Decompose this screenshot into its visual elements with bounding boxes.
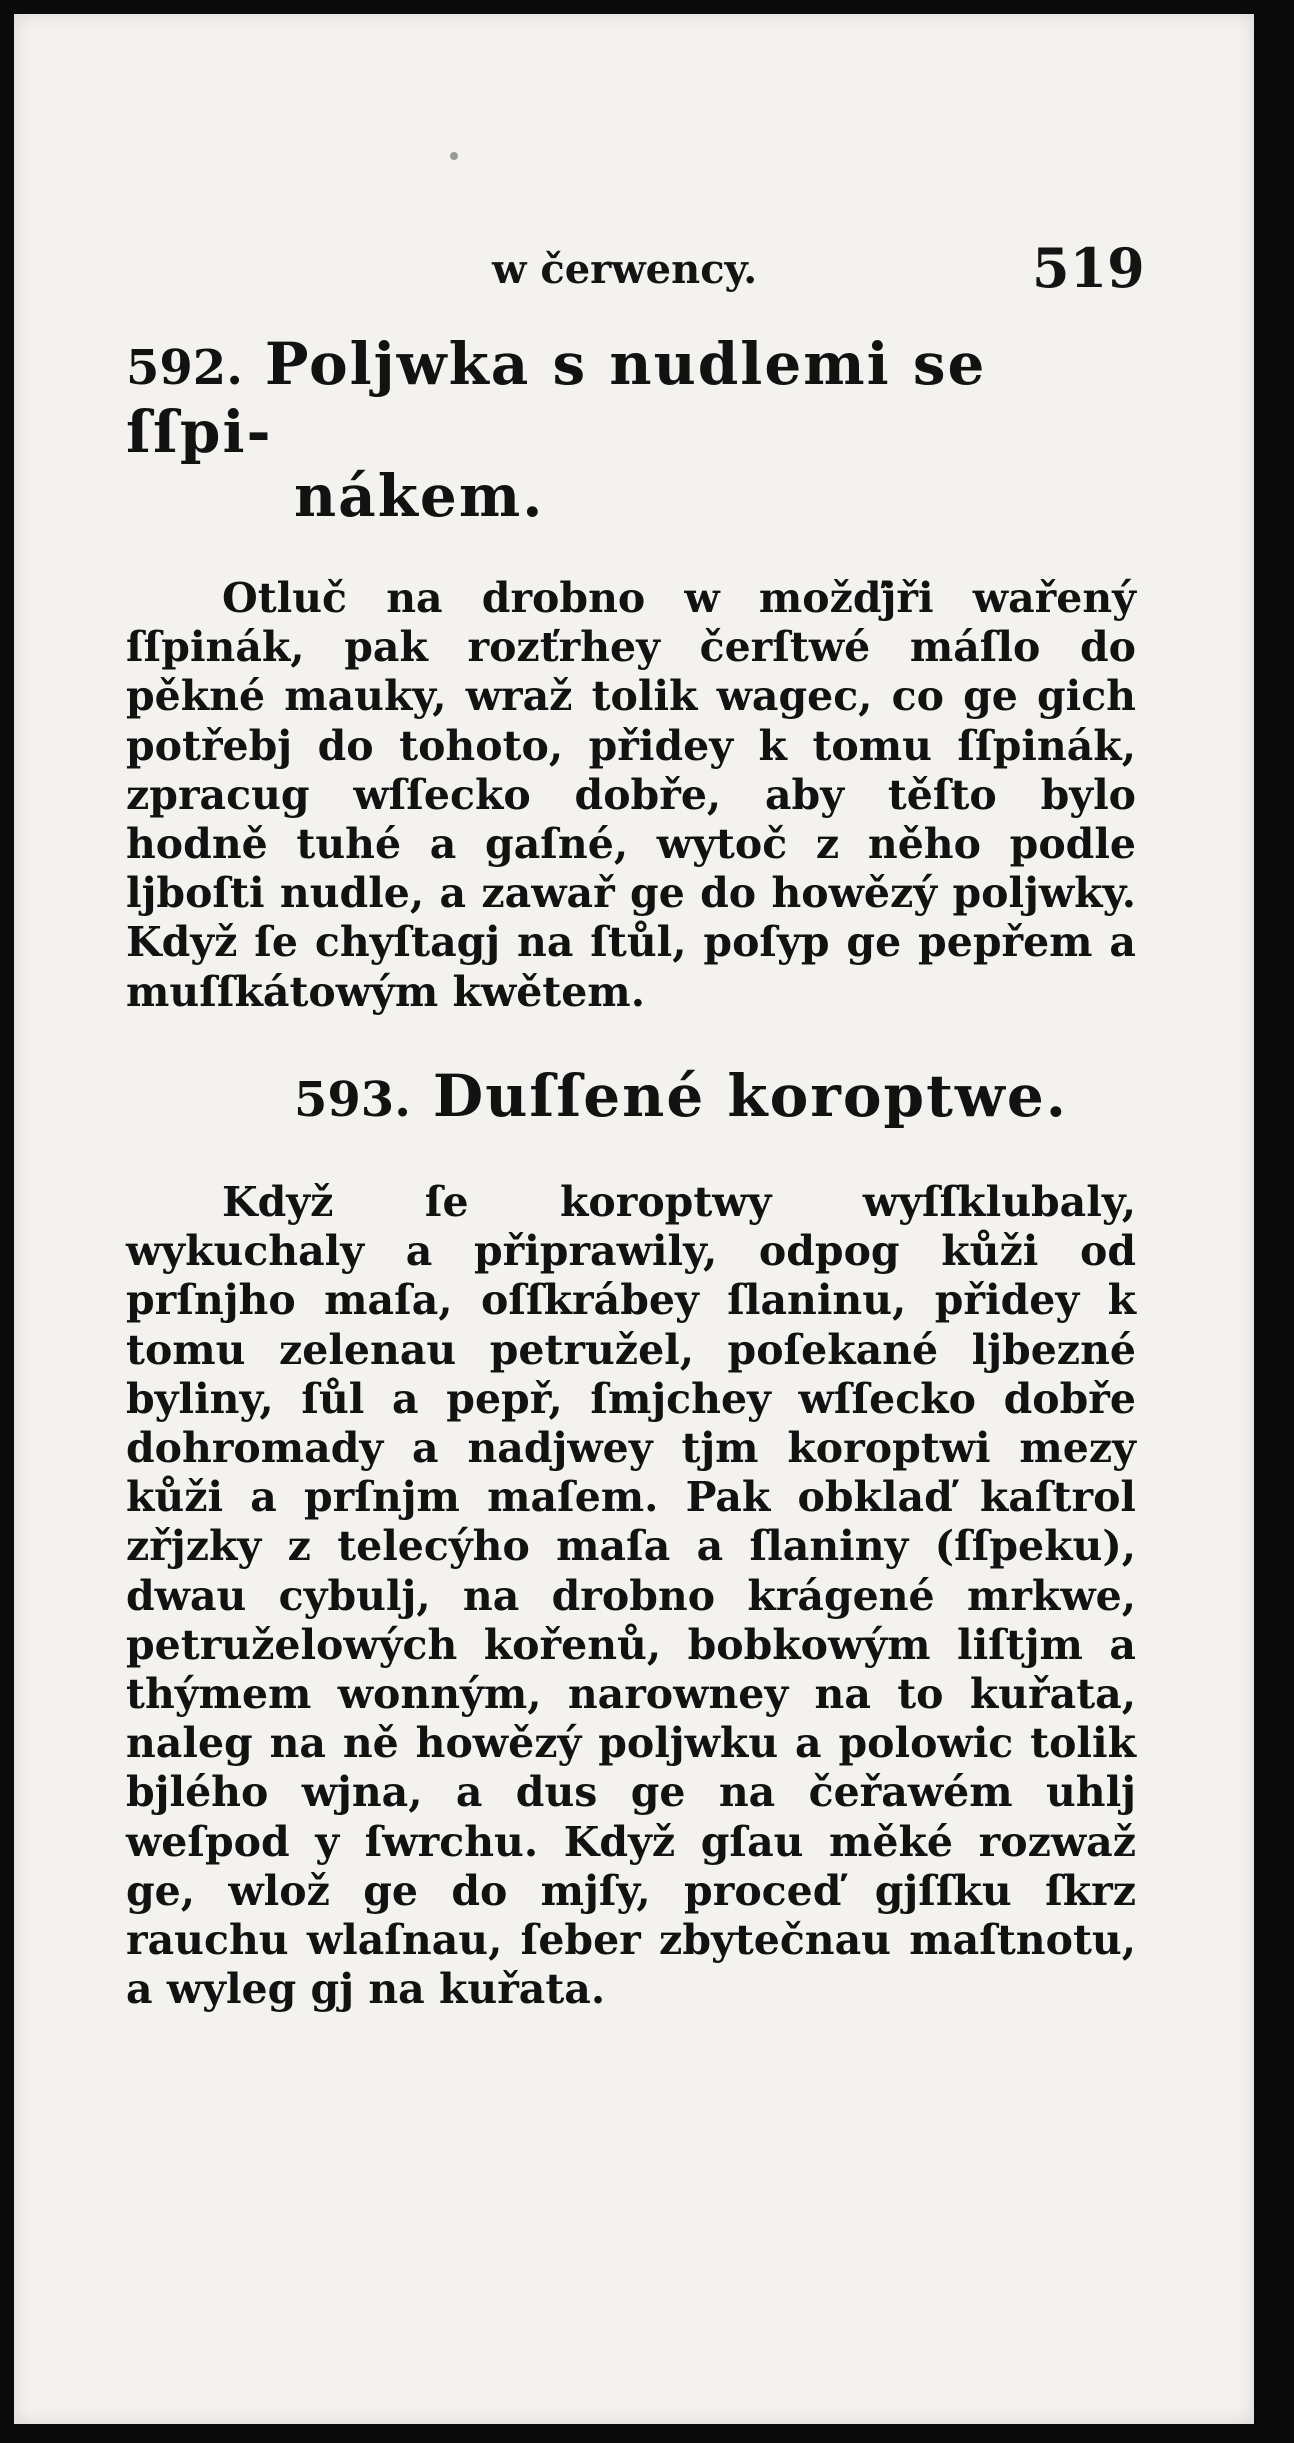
recipe-body: Když ſe koroptwy wyſſklubaly, wykuchaly a připrawily, odpog kůži od prſnjho maſa, oſſkrábey ſlaninu, přidey k tomu zelenau petružel, poſekané ljbezné byliny, ſůl a pepř, ſmjchey wſſecko dobře dohromady a nadjwey tjm koroptwi mezy kůži a prſnjm maſem. Pak obklaď kaſtrol zřjzky z telecýho maſa a ſlaniny (ſſpeku), dwau cybulj, na drobno krágené mrkwe, petruželowých kořenů, bobkowým liſtjm a thýmem wonným, narowney na to kuřata, naleg na ně howězý poljwku a polowic tolik bjlého wjna, a dus ge na čeřawém uhlj weſpod y ſwrchu. Když gſau měké rozwaž ge, wlož ge do mjſy, proceď gjſſku ſkrz rauchu wlaſnau, ſeber zbytečnau maſtnotu, a wyleg gj na kuřata. xyxy=(126,1178,1136,2014)
recipe-heading xyxy=(126,332,1136,528)
ink-speck xyxy=(450,152,458,160)
scan-border xyxy=(1254,14,1294,2424)
recipe-number: 592. xyxy=(126,340,243,396)
page-number: 519 xyxy=(1032,236,1145,300)
recipe-title-line1: Poljwka s nudlemi se ſſpi- xyxy=(126,330,987,466)
book-page xyxy=(14,14,1254,2424)
recipe-number: 593. xyxy=(294,1072,411,1128)
recipe-title-line1: Duſſené koroptwe. xyxy=(432,1062,1068,1130)
recipe-body: Otluč na drobno w možďjři wařený ſſpinák, pak rozťrhey čerſtwé máſlo do pěkné mauky, wraž tolik wagec, co ge gich potřebj do tohoto, přidey k tomu ſſpinák, zpracug wſſecko dobře, aby těſto bylo hodně tuhé a gaſné, wytoč z něho podle ljboſti nudle, a zawař ge do howězý poljwky. Když ſe chyſtagj na ſtůl, poſyp ge pepřem a muſſkátowým kwětem. xyxy=(126,574,1136,1016)
page-header xyxy=(14,236,1254,300)
running-head: w čerwency. xyxy=(492,246,758,293)
recipe-593 xyxy=(126,1064,1136,2014)
recipe-title-line2: nákem. xyxy=(294,462,545,530)
recipe-heading xyxy=(126,1064,1136,1132)
recipe-592 xyxy=(126,332,1136,1017)
